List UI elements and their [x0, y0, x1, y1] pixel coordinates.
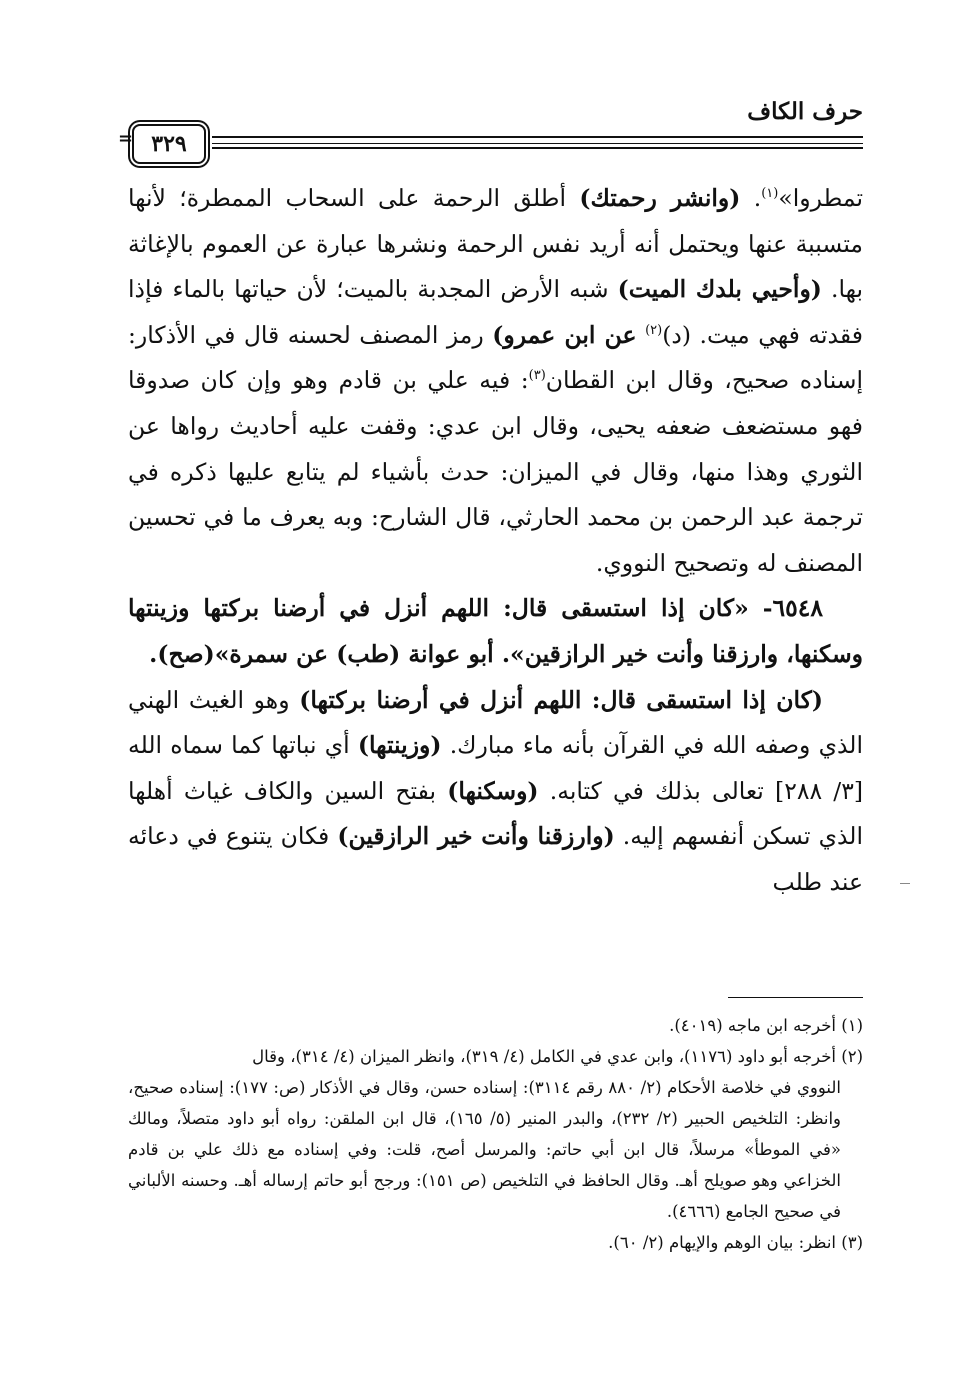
footnotes: [128, 1010, 863, 1258]
footnote-2: (٢) أخرجه أبو داود (١١٧٦)، وابن عدي في الكامل (٤/ ٣١٩)، وانظر الميزان (٤/ ٣١٤)، وقال: [252, 1047, 863, 1066]
text-run: أي نباتها كما سماه الله [٣/ ٢٨٨] تعالى بذلك في كتابه.: [128, 731, 863, 805]
text-run: وهو الغيث الهني الذي وصفه الله في القرآن بأنه ماء مبارك.: [128, 685, 863, 760]
commentary-paragraph-1: [128, 176, 863, 586]
text-run: رمز المصنف لحسنه قال في الأذكار: إسناده صحيح، وقال ابن القطان: [128, 320, 863, 395]
page-number-mark: =: [118, 128, 134, 149]
footnote-ref-3: (٣): [528, 368, 546, 384]
page-number: ٣٢٩: [151, 131, 187, 157]
footnote-1: (١) أخرجه ابن ماجه (٤٠١٩).: [669, 1016, 863, 1035]
text-run: : فيه علي بن قادم وهو وإن كان صدوقا فهو مستضعف ضعفه يحيى، وقال ابن عدي: وقفت عليه أحاديث رواها عن الثوري وهذا منها، وقال في الميزان: حدث بأشياء لم يتابع عليها ذكره في ترجمة عبد الرحمن بن محمد الحارثي، قال الشارح: وبه يعرف ما في تحسين المصنف له وتصحيح النووي.: [128, 366, 863, 577]
bold-phrase: (كان إذا استسقى قال: اللهم أنزل في أرضنا بركتها): [299, 685, 823, 714]
header-rule-top: [212, 136, 863, 144]
text-run: فكان يتنوع في دعائه عند طلب: [128, 822, 863, 896]
text-run: شبه الأرض المجدبة بالميت؛ لأن حياتها بالماء فإذا فقدته فهي ميت. (د): [128, 275, 864, 349]
page-number-box: [132, 124, 206, 164]
bold-phrase: (وارزقنا وأنت خير الرازقين): [337, 822, 615, 851]
running-header-title: حرف الكاف: [747, 98, 863, 125]
margin-dash: [900, 883, 910, 884]
text-run: تمطروا»: [778, 184, 863, 212]
hadith-paragraph: [128, 586, 863, 677]
commentary-paragraph-2: [128, 678, 863, 906]
text-run: [637, 321, 646, 349]
text-run: أطلق الرحمة على السحاب الممطرة؛ لأنها متسببة عنها ويحتمل أنه أريد نفس الرحمة ونشرها عبارة عن العموم بالإغاثة بها.: [128, 184, 863, 304]
hadith-text: ٦٥٤٨- «كان إذا استسقى قال: اللهم أنزل في أرضنا بركتها وزينتها وسكنها، وارزقنا وأنت خير الرازقين». أبو عوانة (طب) عن سمرة»(صح).: [128, 594, 863, 668]
bold-phrase: (وانشر رحمتك): [579, 184, 741, 212]
main-text: [128, 176, 863, 906]
text-run: بفتح السين والكاف غياث أهلها الذي تسكن أنفسهم إليه.: [128, 776, 863, 851]
bold-phrase: (وزينتها): [357, 731, 442, 760]
bold-phrase: (وأحيي بلدك الميت): [617, 275, 822, 304]
header-rule-bottom: [212, 147, 863, 149]
footnote-ref-2: (٢): [645, 322, 663, 338]
bold-phrase: (وسكنها): [447, 776, 539, 805]
text-run: .: [740, 184, 762, 212]
footnote-ref-1: (١): [761, 186, 779, 202]
bold-phrase: عن ابن عمرو): [492, 320, 637, 349]
footnote-2-continued: النووي في خلاصة الأحكام (٢/ ٨٨٠ رقم ٣١١٤): إسناده حسن، وقال في الأذكار (ص: ١٧٧): إسناده صحيح، وانظر: التلخيص الحبير (٢/ ٢٣٢)، والبدر المنير (٥/ ١٦٥)، قال ابن الملقن: رواه أبو داود متصلاً، ومالك «في الموطأ» مرسلاً، قال ابن أبي حاتم: والمرسل أصح، قلت: وفي إسناده مع ذلك علي بن قادم الخزاعي وهو صويلح أهـ. وقال الحافظ في التلخيص (ص ١٥١): ورجح أبو حاتم إرساله أهـ. وحسنه الألباني في صحيح الجامع (٤٦٦٦).: [128, 1078, 842, 1221]
footnote-3: (٣) انظر: بيان الوهم والإيهام (٢/ ٦٠).: [608, 1233, 863, 1252]
footnote-separator: [728, 997, 863, 998]
